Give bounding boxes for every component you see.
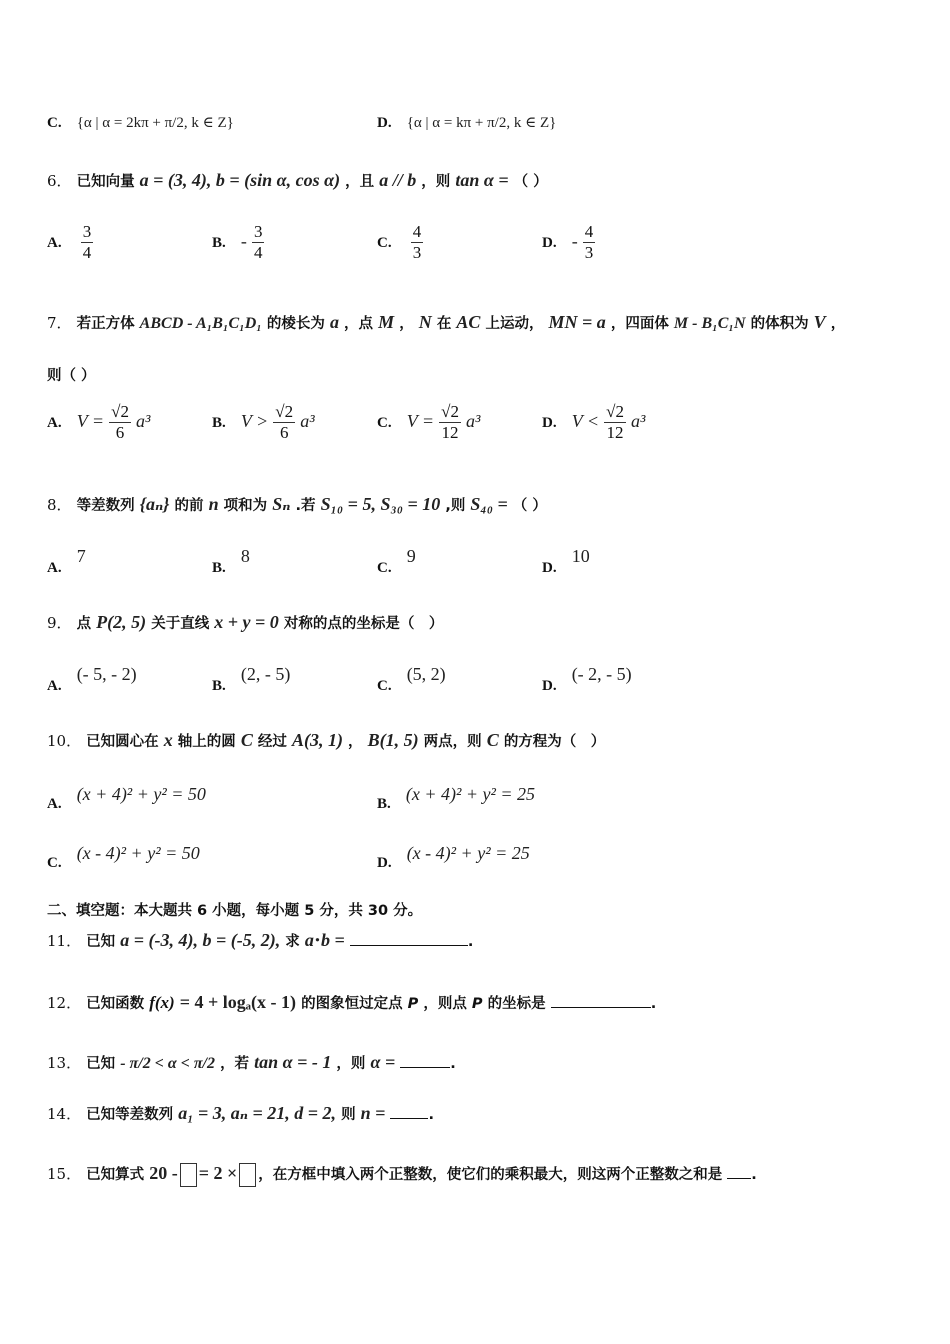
- empty-box[interactable]: [239, 1163, 256, 1187]
- math-expression: S₄₀ =: [470, 494, 508, 514]
- q10-option-c: [47, 843, 200, 872]
- math-expression: a₁ = 3, aₙ = 21, d = 2,: [178, 1103, 337, 1123]
- math-expression: tan α =: [455, 170, 509, 190]
- math-expression: x: [163, 730, 173, 750]
- question-text: .若: [295, 498, 316, 514]
- math-expression: a = (-3, 4), b = (-5, 2),: [120, 930, 281, 950]
- numerator: √2: [111, 402, 129, 421]
- fraction: [583, 222, 596, 263]
- question-text: （ ）: [513, 174, 548, 190]
- answer-blank[interactable]: [350, 931, 468, 946]
- option-value: (x - 4)² + y² = 25: [406, 843, 530, 863]
- question-text: 对称的点的坐标是（ ）: [283, 616, 444, 632]
- math-expression: a // b: [379, 170, 417, 190]
- section-heading: 二、填空题：本大题共 6 小题，每小题 5 分，共 30 分。: [47, 903, 423, 919]
- question-text: .: [450, 1056, 456, 1072]
- math-expression: B(1, 5): [367, 730, 419, 750]
- q8-option-c: [377, 546, 416, 577]
- math-expression: x + y = 0: [214, 612, 279, 632]
- option-value: (- 2, - 5): [571, 664, 632, 684]
- question-12: [47, 992, 656, 1014]
- option-value: (x + 4)² + y² = 50: [76, 784, 206, 804]
- math-expression: - π/2 < α < π/2: [120, 1055, 215, 1072]
- option-value: (x + 4)² + y² = 25: [405, 784, 536, 804]
- math-expression: V =: [76, 411, 105, 431]
- question-text: 经过: [257, 734, 287, 750]
- question-number: 7．: [47, 314, 72, 332]
- fraction: [273, 402, 295, 443]
- question-text: 已知向量: [76, 174, 135, 190]
- option-value: 8: [240, 546, 250, 566]
- question-number: 15．: [47, 1165, 82, 1183]
- question-text: ，: [348, 734, 363, 750]
- question-number: 9．: [47, 614, 72, 632]
- option-label: C.: [47, 855, 62, 871]
- option-expression: {α | α = kπ + π/2, k ∈ Z}: [406, 115, 557, 131]
- q9-option-b: [212, 664, 290, 695]
- option-label: A.: [47, 560, 62, 576]
- answer-blank[interactable]: [390, 1104, 428, 1119]
- denominator: 12: [441, 423, 459, 442]
- question-text: .: [650, 996, 657, 1012]
- question-11: [47, 930, 473, 952]
- denominator: 3: [584, 243, 594, 262]
- question-13: [47, 1052, 456, 1074]
- q7-option-a: [47, 402, 150, 443]
- q9-option-d: [542, 664, 632, 695]
- option-sign: -: [240, 231, 247, 251]
- q7-option-d: [542, 402, 645, 443]
- math-expression: f(x): [149, 993, 175, 1012]
- math-expression: A(3, 1): [291, 730, 343, 750]
- q9-option-a: [47, 664, 137, 695]
- question-text: 的体积为: [750, 316, 809, 332]
- q5-option-d: [377, 112, 556, 132]
- question-text: 轴上的圆: [177, 734, 236, 750]
- option-label: C.: [377, 415, 392, 431]
- math-expression: tan α = - 1: [254, 1052, 332, 1072]
- option-value: 9: [406, 546, 416, 566]
- question-number: 6．: [47, 172, 72, 190]
- question-text: 关于直线: [151, 616, 210, 632]
- option-label: D.: [377, 115, 392, 131]
- answer-blank[interactable]: [551, 993, 651, 1008]
- numerator: 3: [82, 222, 92, 241]
- question-text: ，则: [336, 1056, 366, 1072]
- math-expression: a = (3, 4), b = (sin α, cos α): [139, 170, 341, 190]
- option-label: C.: [47, 115, 62, 131]
- numerator: 3: [253, 222, 263, 241]
- math-expression: = 2 ×: [198, 1163, 238, 1183]
- option-label: D.: [542, 415, 557, 431]
- math-expression: {aₙ}: [139, 494, 170, 514]
- math-expression: C: [486, 730, 499, 750]
- math-expression: AC: [456, 312, 481, 332]
- question-text: 点: [76, 616, 92, 632]
- numerator: √2: [275, 402, 294, 421]
- question-8: [47, 494, 547, 516]
- math-expression: n: [208, 494, 219, 514]
- question-text: 求: [285, 934, 300, 950]
- q10-option-a: [47, 784, 206, 813]
- denominator: 12: [606, 423, 624, 442]
- fraction: [252, 222, 265, 263]
- question-14: [47, 1103, 434, 1125]
- answer-blank[interactable]: [727, 1164, 751, 1179]
- denominator: 4: [82, 243, 92, 262]
- math-expression: Sₙ: [272, 494, 291, 514]
- question-text: 两点，则: [423, 734, 482, 750]
- option-sign: -: [571, 231, 578, 251]
- question-text: 已知等差数列: [86, 1107, 174, 1123]
- option-label: C.: [377, 560, 392, 576]
- math-expression: a³: [136, 411, 151, 431]
- question-text: 的棱长为: [266, 316, 325, 332]
- question-text: ，四面体: [610, 316, 669, 332]
- question-text: ，点: [344, 316, 374, 332]
- question-text: 上运动，: [485, 316, 544, 332]
- q6-option-c: [377, 222, 423, 263]
- math-expression: α =: [370, 1052, 396, 1072]
- math-expression: M - B₁C₁N: [673, 315, 746, 332]
- question-text: .: [751, 1167, 757, 1183]
- math-expression: 20 -: [149, 1163, 178, 1183]
- math-expression: ABCD - A₁B₁C₁D₁: [139, 315, 262, 332]
- question-15: [47, 1163, 757, 1187]
- question-text: 的图象恒过定点: [301, 996, 403, 1012]
- option-label: B.: [212, 415, 226, 431]
- option-label: D.: [377, 855, 392, 871]
- question-9: [47, 612, 443, 634]
- math-expression: a: [329, 312, 339, 332]
- question-text: 的前: [174, 498, 204, 514]
- option-value: (x - 4)² + y² = 50: [76, 843, 200, 863]
- math-expression: P: [471, 996, 483, 1012]
- question-text: 等差数列: [76, 498, 135, 514]
- question-7-line2: 则（ ）: [47, 368, 96, 384]
- option-label: B.: [212, 560, 226, 576]
- math-expression: a³: [466, 411, 481, 431]
- math-expression: a³: [631, 411, 646, 431]
- question-text: 若正方体: [76, 316, 135, 332]
- math-expression: a⋅b =: [304, 930, 345, 950]
- option-label: D.: [542, 560, 557, 576]
- question-number: 14．: [47, 1105, 82, 1123]
- option-label: B.: [377, 796, 391, 812]
- q10-option-d: [377, 843, 530, 872]
- option-label: A.: [47, 678, 62, 694]
- question-text: 已知: [86, 1056, 116, 1072]
- option-label: A.: [47, 796, 62, 812]
- option-label: B.: [212, 678, 226, 694]
- question-text: 在: [436, 316, 452, 332]
- q9-option-c: [377, 664, 446, 695]
- math-expression: V: [813, 312, 826, 332]
- math-expression: V >: [240, 411, 269, 431]
- question-text: ，则点: [423, 996, 467, 1012]
- math-expression: a³: [300, 411, 315, 431]
- question-number: 11．: [47, 932, 82, 950]
- math-expression: N: [418, 312, 432, 332]
- question-text: ,则: [445, 498, 466, 514]
- denominator: 6: [115, 423, 125, 442]
- empty-box[interactable]: [180, 1163, 197, 1187]
- question-text: .: [467, 934, 474, 950]
- question-text: 已知函数: [86, 996, 145, 1012]
- math-expression: V =: [406, 411, 435, 431]
- question-7: [47, 312, 845, 334]
- fraction: [604, 402, 626, 443]
- question-text: .: [428, 1107, 434, 1123]
- question-text: ，若: [220, 1056, 250, 1072]
- q6-option-a: [47, 222, 93, 263]
- option-value: (2, - 5): [240, 664, 291, 684]
- question-number: 12．: [47, 994, 82, 1012]
- option-value: (- 5, - 2): [76, 664, 137, 684]
- option-label: A.: [47, 415, 62, 431]
- option-value: 10: [571, 546, 590, 566]
- q8-option-b: [212, 546, 250, 577]
- numerator: 4: [412, 222, 422, 241]
- question-number: 8．: [47, 496, 72, 514]
- fraction: [109, 402, 131, 443]
- question-6: [47, 170, 548, 192]
- option-label: C.: [377, 678, 392, 694]
- fraction: [81, 222, 94, 263]
- q5-option-c: [47, 112, 234, 132]
- question-text: 的方程为（ ）: [503, 734, 606, 750]
- option-label: B.: [212, 235, 226, 251]
- q8-option-d: [542, 546, 590, 577]
- q6-option-d: [542, 222, 595, 263]
- question-text: ，且: [345, 174, 375, 190]
- fraction: [439, 402, 461, 443]
- math-expression: M: [378, 312, 395, 332]
- math-expression: C: [240, 730, 253, 750]
- question-text: 则: [341, 1107, 356, 1123]
- question-text: ，: [830, 316, 846, 332]
- q8-option-a: [47, 546, 86, 577]
- denominator: 6: [279, 423, 289, 442]
- question-text: ，则: [421, 174, 451, 190]
- question-text: 已知: [86, 934, 116, 950]
- q7-option-b: [212, 402, 315, 443]
- option-label: A.: [47, 235, 62, 251]
- option-label: C.: [377, 235, 392, 251]
- math-expression: P: [407, 996, 419, 1012]
- question-text: 已知算式: [86, 1167, 145, 1183]
- q7-option-c: [377, 402, 480, 443]
- fraction: [411, 222, 424, 263]
- question-text: 已知圆心在: [86, 734, 159, 750]
- answer-blank[interactable]: [400, 1053, 450, 1068]
- option-label: D.: [542, 235, 557, 251]
- option-value: 7: [76, 546, 86, 566]
- math-expression: S₁₀ = 5, S₃₀ = 10: [320, 494, 441, 514]
- question-text: ，: [399, 316, 414, 332]
- option-value: (5, 2): [406, 664, 446, 684]
- question-text: ，在方框中填入两个正整数，使它们的乘积最大，则这两个正整数之和是: [258, 1167, 723, 1183]
- option-expression: {α | α = 2kπ + π/2, k ∈ Z}: [76, 115, 234, 131]
- option-label: D.: [542, 678, 557, 694]
- math-expression: MN = a: [548, 312, 606, 332]
- question-number: 13．: [47, 1054, 82, 1072]
- question-text: 的坐标是: [487, 996, 546, 1012]
- question-text: （ ）: [512, 498, 547, 514]
- q10-option-b: [377, 784, 535, 813]
- numerator: √2: [441, 402, 459, 421]
- denominator: 4: [253, 243, 263, 262]
- question-10: [47, 730, 605, 752]
- math-expression: P(2, 5): [96, 612, 147, 632]
- math-expression: n =: [360, 1103, 386, 1123]
- numerator: 4: [584, 222, 594, 241]
- numerator: √2: [606, 402, 624, 421]
- math-expression: = 4 + logₐ(x - 1): [179, 992, 297, 1012]
- q6-option-b: [212, 222, 264, 263]
- question-text: 项和为: [223, 498, 268, 514]
- math-expression: V <: [571, 411, 600, 431]
- denominator: 3: [412, 243, 422, 262]
- question-number: 10．: [47, 732, 82, 750]
